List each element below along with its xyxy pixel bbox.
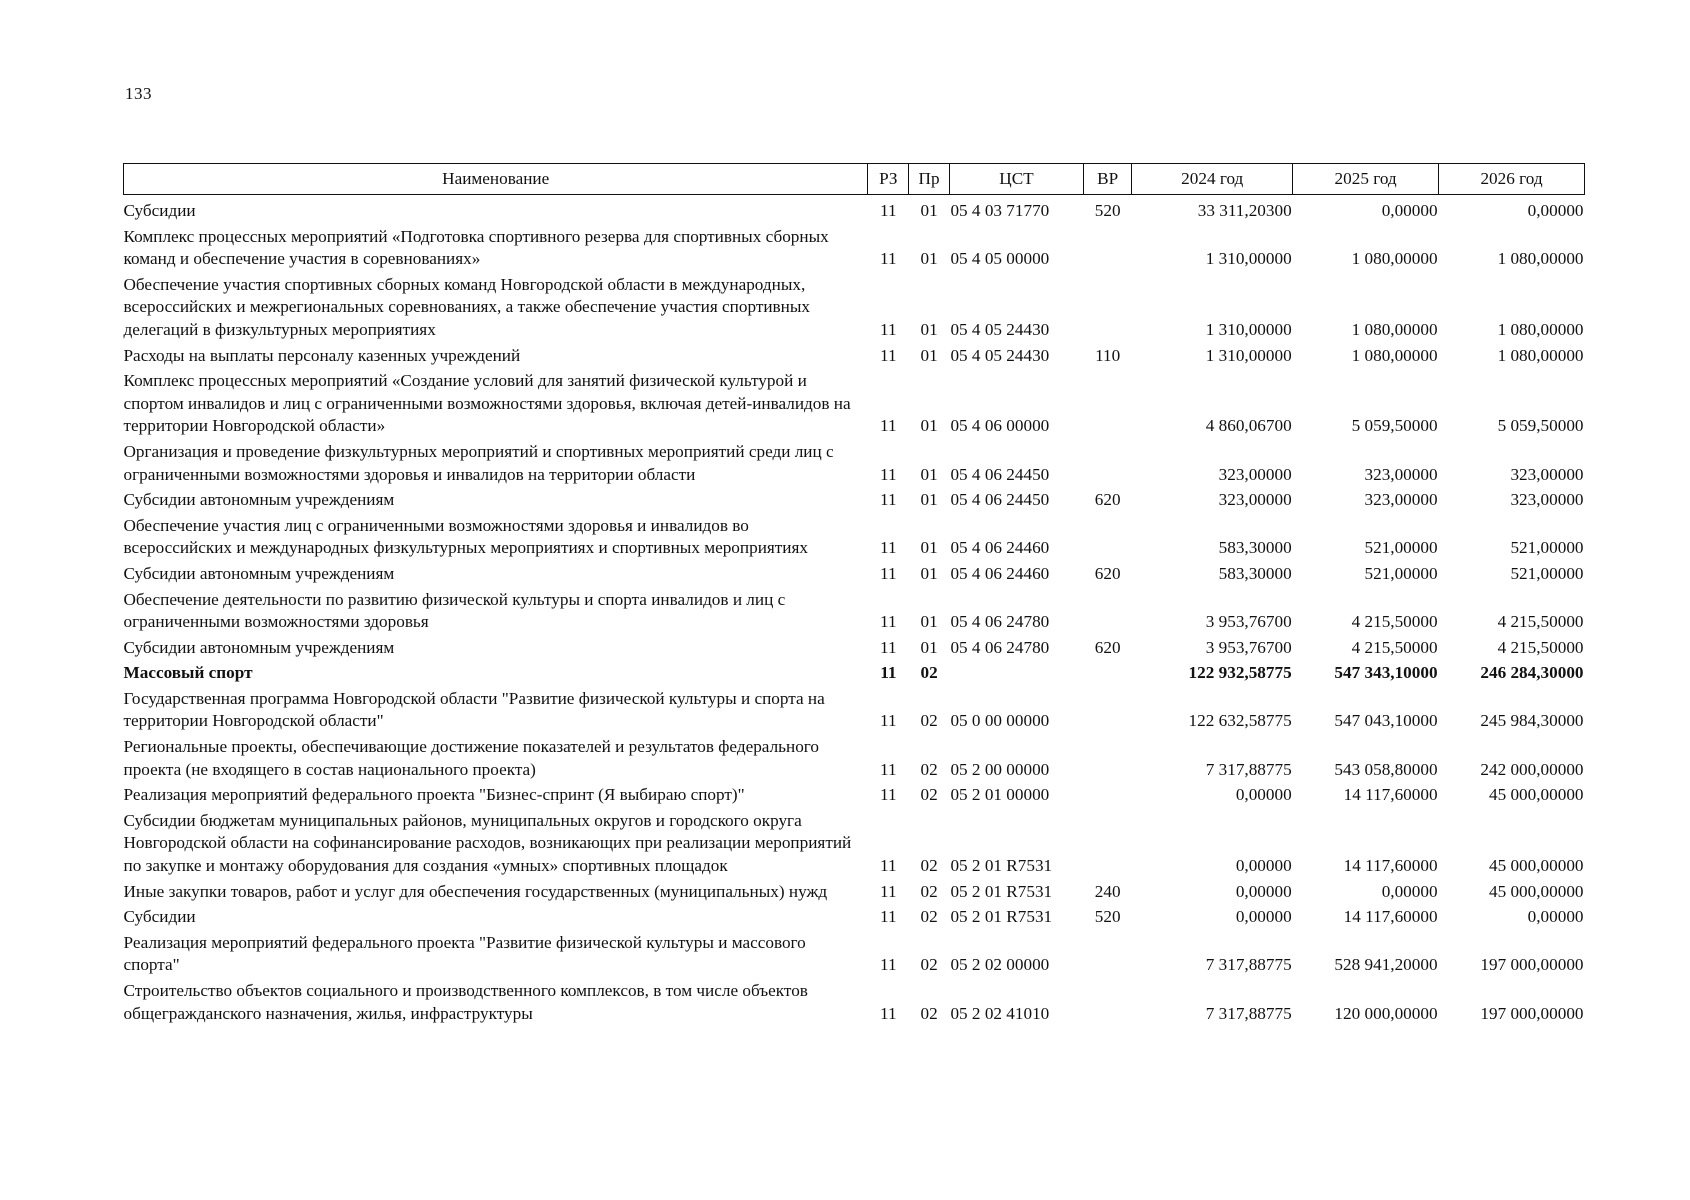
row-rz: 11 (880, 464, 897, 484)
row-amount-2026: 521,00000 (1510, 563, 1584, 583)
row-amount-2025: 1 080,00000 (1351, 319, 1438, 339)
row-amount-2024: 0,00000 (1235, 907, 1292, 927)
row-name: Строительство объектов социального и производственного комплексов, в том числе объектов общегражданского назначения, жилья, инфраструктуры (123, 981, 808, 1023)
row-cst: 05 4 06 24460 (950, 563, 1050, 583)
table-row (124, 343, 1585, 369)
row-pr: 01 (920, 319, 938, 339)
row-amount-2026: 0,00000 (1527, 201, 1584, 220)
row-amount-2025: 521,00000 (1364, 563, 1438, 583)
row-name: Субсидии автономным учреждениям (123, 637, 395, 657)
table-row (124, 930, 1585, 978)
row-amount-2025: 0,00000 (1381, 201, 1438, 220)
table-row (124, 561, 1585, 587)
row-amount-2026: 1 080,00000 (1497, 319, 1584, 339)
row-rz: 11 (880, 319, 897, 339)
row-amount-2025: 543 058,80000 (1334, 759, 1438, 779)
row-name: Субсидии бюджетам муниципальных районов, муниципальных округов и городского округа Новгородской области на софинансирование расходов, возникающих при реализации мероприятий по закупке и монтажу оборудования для создания «умных» спортивных площадок (123, 810, 852, 876)
row-vr (1084, 513, 1132, 561)
row-pr: 01 (920, 201, 938, 220)
header-2024: 2024 год (1132, 164, 1293, 195)
row-rz: 11 (880, 345, 897, 365)
table-row (124, 513, 1585, 561)
row-amount-2026: 197 000,00000 (1480, 1003, 1584, 1023)
table-row (124, 808, 1585, 879)
row-amount-2025: 1 080,00000 (1351, 345, 1438, 365)
row-vr (1084, 587, 1132, 635)
row-amount-2025: 14 117,60000 (1343, 907, 1438, 927)
table-row (124, 782, 1585, 808)
row-amount-2024: 3 953,76700 (1205, 612, 1292, 632)
row-name: Обеспечение участия лиц с ограниченными возможностями здоровья и инвалидов во всероссийских и международных физкультурных мероприятиях и спортивных мероприятиях (123, 515, 809, 558)
row-rz: 11 (880, 856, 897, 876)
row-cst: 05 2 01 00000 (950, 785, 1050, 805)
header-rz: РЗ (868, 164, 909, 195)
header-2026: 2026 год (1439, 164, 1585, 195)
row-amount-2025: 521,00000 (1364, 538, 1438, 558)
row-vr: 620 (1094, 490, 1121, 510)
row-amount-2026: 4 215,50000 (1497, 612, 1584, 632)
row-name: Комплекс процессных мероприятий «Создание условий для занятий физической культурой и спортом инвалидов и лиц с ограниченными возможностями здоровья, включая детей-инвалидов на территории Новгородской области» (123, 371, 851, 436)
row-amount-2025: 0,00000 (1381, 881, 1438, 901)
row-rz: 11 (880, 759, 897, 779)
row-rz: 11 (880, 612, 897, 632)
row-cst: 05 2 00 00000 (950, 759, 1050, 779)
table-row (124, 686, 1585, 734)
row-amount-2025: 120 000,00000 (1334, 1003, 1438, 1023)
page-number: 133 (125, 84, 152, 103)
row-vr (1084, 808, 1132, 879)
row-vr (1084, 930, 1132, 978)
header-vr: ВР (1084, 164, 1132, 195)
row-cst: 05 2 02 41010 (950, 1003, 1050, 1023)
header-cst: ЦСТ (949, 164, 1083, 195)
row-amount-2025: 14 117,60000 (1343, 856, 1438, 876)
row-cst: 05 2 01 R7531 (950, 907, 1053, 927)
row-pr: 01 (920, 538, 938, 558)
row-cst: 05 4 03 71770 (950, 201, 1050, 220)
row-name: Реализация мероприятий федерального проекта "Развитие физической культуры и массового спорта" (123, 932, 806, 975)
row-cst: 05 0 00 00000 (950, 711, 1050, 731)
row-pr: 02 (920, 856, 938, 876)
row-amount-2026: 45 000,00000 (1488, 856, 1584, 876)
row-pr: 01 (920, 416, 938, 436)
row-rz: 11 (880, 881, 897, 901)
row-pr: 02 (920, 711, 938, 731)
row-pr: 02 (920, 955, 938, 975)
row-rz: 11 (880, 416, 897, 436)
row-amount-2026: 45 000,00000 (1488, 881, 1584, 901)
row-amount-2025: 1 080,00000 (1351, 249, 1438, 269)
row-name: Субсидии (123, 201, 196, 220)
table-row (124, 487, 1585, 513)
row-vr: 520 (1094, 201, 1121, 220)
table-row (124, 195, 1585, 224)
row-amount-2024: 7 317,88775 (1205, 759, 1292, 779)
row-amount-2024: 0,00000 (1235, 856, 1292, 876)
row-vr: 620 (1094, 563, 1121, 583)
row-amount-2024: 1 310,00000 (1205, 319, 1292, 339)
table-row (124, 635, 1585, 661)
row-cst: 05 4 06 24780 (950, 637, 1050, 657)
row-name: Государственная программа Новгородской области "Развитие физической культуры и спорта на территории Новгородской области" (123, 688, 825, 731)
table-row (124, 439, 1585, 487)
row-rz: 11 (880, 711, 897, 731)
row-rz: 11 (880, 201, 897, 220)
row-pr: 01 (920, 637, 938, 657)
table-header-row (124, 164, 1585, 195)
row-amount-2024: 1 310,00000 (1205, 249, 1292, 269)
row-amount-2025: 4 215,50000 (1351, 612, 1438, 632)
row-amount-2025: 323,00000 (1364, 490, 1438, 510)
table-row (124, 272, 1585, 343)
row-pr: 01 (920, 249, 938, 269)
row-rz: 11 (880, 785, 897, 805)
row-vr (1084, 686, 1132, 734)
row-amount-2024: 1 310,00000 (1205, 345, 1292, 365)
table-row (124, 879, 1585, 905)
header-pr: Пр (909, 164, 950, 195)
row-amount-2024: 122 932,58775 (1188, 663, 1292, 683)
row-cst: 05 4 06 24450 (950, 490, 1050, 510)
row-amount-2026: 4 215,50000 (1497, 637, 1584, 657)
row-amount-2025: 547 043,10000 (1334, 711, 1438, 731)
row-amount-2024: 7 317,88775 (1205, 955, 1292, 975)
row-amount-2026: 5 059,50000 (1497, 416, 1584, 436)
row-pr: 02 (920, 759, 938, 779)
table-body (124, 195, 1585, 1027)
row-amount-2024: 583,30000 (1218, 563, 1292, 583)
row-name: Комплекс процессных мероприятий «Подготовка спортивного резерва для спортивных сборных команд и обеспечение участия в соревнованиях» (123, 226, 829, 269)
row-amount-2026: 197 000,00000 (1480, 955, 1584, 975)
row-rz: 11 (880, 249, 897, 269)
row-name: Субсидии автономным учреждениям (123, 490, 395, 510)
row-rz: 11 (880, 955, 897, 975)
row-amount-2024: 323,00000 (1218, 490, 1292, 510)
row-amount-2024: 0,00000 (1235, 881, 1292, 901)
row-amount-2026: 323,00000 (1510, 490, 1584, 510)
row-pr: 02 (920, 663, 938, 683)
row-amount-2026: 1 080,00000 (1497, 345, 1584, 365)
row-pr: 01 (920, 464, 938, 484)
row-pr: 01 (920, 345, 938, 365)
row-amount-2026: 323,00000 (1510, 464, 1584, 484)
table-row (124, 904, 1585, 930)
row-vr (1084, 734, 1132, 782)
row-name: Субсидии (123, 907, 196, 927)
row-amount-2024: 583,30000 (1218, 538, 1292, 558)
row-cst: 05 4 06 24460 (950, 538, 1050, 558)
row-cst: 05 4 05 24430 (950, 345, 1050, 365)
table-row (124, 734, 1585, 782)
table-row (124, 224, 1585, 272)
row-rz: 11 (880, 538, 897, 558)
row-vr: 240 (1094, 881, 1121, 901)
row-name: Реализация мероприятий федерального проекта "Бизнес-спринт (Я выбираю спорт)" (123, 785, 745, 805)
row-vr: 110 (1095, 345, 1121, 365)
row-amount-2025: 5 059,50000 (1351, 416, 1438, 436)
row-cst: 05 2 02 00000 (950, 955, 1050, 975)
row-name: Иные закупки товаров, работ и услуг для обеспечения государственных (муниципальных) нужд (123, 881, 828, 901)
row-rz: 11 (880, 563, 897, 583)
row-rz: 11 (880, 490, 897, 510)
row-cst: 05 4 05 24430 (950, 319, 1050, 339)
row-amount-2025: 323,00000 (1364, 464, 1438, 484)
row-cst: 05 4 06 24450 (950, 464, 1050, 484)
row-pr: 02 (920, 785, 938, 805)
row-pr: 02 (920, 1003, 938, 1023)
row-amount-2025: 528 941,20000 (1334, 955, 1438, 975)
row-vr (1084, 272, 1132, 343)
table-row (124, 368, 1585, 439)
row-name: Обеспечение деятельности по развитию физической культуры и спорта инвалидов и лиц с ограниченными возможностями здоровья (123, 589, 786, 632)
row-rz: 11 (880, 637, 897, 657)
row-amount-2025: 547 343,10000 (1334, 663, 1438, 683)
row-cst: 05 4 06 24780 (950, 612, 1050, 632)
row-amount-2026: 245 984,30000 (1480, 711, 1584, 731)
row-amount-2024: 3 953,76700 (1205, 637, 1292, 657)
row-rz: 11 (880, 907, 897, 927)
table-row (124, 978, 1585, 1026)
row-cst: 05 4 06 00000 (950, 416, 1050, 436)
row-pr: 01 (920, 563, 938, 583)
row-rz: 11 (880, 663, 897, 683)
row-amount-2025: 14 117,60000 (1343, 785, 1438, 805)
row-name: Организация и проведение физкультурных мероприятий и спортивных мероприятий среди лиц с ограниченными возможностями здоровья и инвалидов на территории области (123, 441, 834, 484)
row-amount-2026: 45 000,00000 (1488, 785, 1584, 805)
row-amount-2026: 246 284,30000 (1480, 663, 1584, 683)
header-2025: 2025 год (1293, 164, 1439, 195)
row-vr (1084, 978, 1132, 1026)
row-amount-2026: 0,00000 (1527, 907, 1584, 927)
row-vr (1084, 782, 1132, 808)
row-vr: 620 (1094, 637, 1121, 657)
row-amount-2024: 122 632,58775 (1188, 711, 1292, 731)
row-amount-2025: 4 215,50000 (1351, 637, 1438, 657)
row-vr (1084, 439, 1132, 487)
row-pr: 01 (920, 612, 938, 632)
row-amount-2024: 4 860,06700 (1205, 416, 1292, 436)
row-name: Массовый спорт (123, 663, 253, 683)
row-cst: 05 2 01 R7531 (950, 881, 1053, 901)
row-amount-2026: 1 080,00000 (1497, 249, 1584, 269)
row-name: Субсидии автономным учреждениям (123, 563, 395, 583)
row-vr (1084, 660, 1132, 686)
row-cst: 05 2 01 R7531 (950, 856, 1053, 876)
row-name: Региональные проекты, обеспечивающие достижение показателей и результатов федерального проекта (не входящего в состав национального проекта) (123, 737, 820, 779)
row-vr: 520 (1094, 907, 1121, 927)
row-amount-2024: 0,00000 (1235, 785, 1292, 805)
header-name: Наименование (124, 164, 868, 195)
row-amount-2024: 7 317,88775 (1205, 1003, 1292, 1023)
row-name: Расходы на выплаты персоналу казенных учреждений (123, 345, 521, 365)
row-name: Обеспечение участия спортивных сборных команд Новгородской области в международных, всероссийских и межрегиональных соревнованиях, а также обеспечение участия спортивных делегаций в физкультурных мероприятиях (123, 274, 810, 339)
row-cst: 05 4 05 00000 (950, 249, 1050, 269)
row-pr: 02 (920, 907, 938, 927)
row-pr: 01 (920, 490, 938, 510)
row-rz: 11 (880, 1003, 897, 1023)
table-row (124, 587, 1585, 635)
row-amount-2024: 33 311,20300 (1197, 201, 1292, 220)
row-amount-2026: 242 000,00000 (1480, 759, 1584, 779)
row-pr: 02 (920, 881, 938, 901)
table-row (124, 660, 1585, 686)
row-vr (1084, 224, 1132, 272)
budget-table (123, 163, 1585, 1026)
row-vr (1084, 368, 1132, 439)
row-amount-2024: 323,00000 (1218, 464, 1292, 484)
row-amount-2026: 521,00000 (1510, 538, 1584, 558)
row-cst (949, 660, 1083, 686)
